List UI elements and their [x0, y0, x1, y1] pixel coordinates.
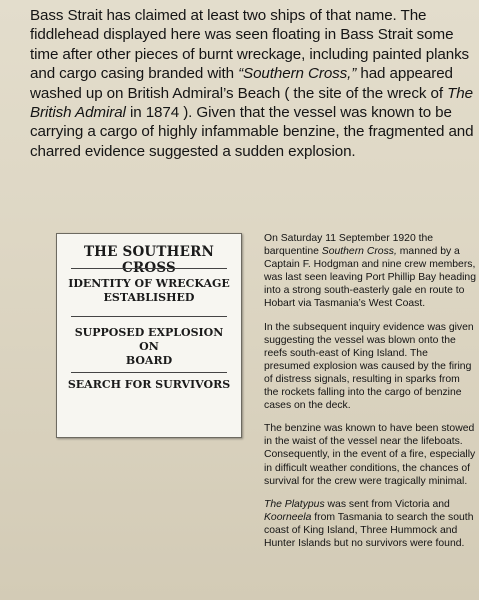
intro-ship-name: “Southern Cross,”	[238, 65, 357, 83]
clipping-headline-line: SEARCH FOR SURVIVORS	[67, 378, 231, 391]
clipping-divider	[71, 316, 227, 317]
intro-wreck-name: The British Admiral	[30, 84, 473, 122]
paragraph-segment: On Saturday 11 September 1920 the barquentine	[264, 233, 434, 258]
newspaper-clipping	[56, 233, 242, 438]
paragraph-segment: from Tasmania to search the south coast of King Island, Three Hummock and Hunter Islands but no survivors were found.	[264, 511, 474, 549]
clipping-title: THE SOUTHERN CROSS	[83, 244, 215, 276]
history-paragraph	[264, 498, 476, 550]
paragraph-segment: manned by a Captain F. Hodgman and nine crew members, was last seen leaving Port Phillip Bay heading into a strong south-easterly gale en route to Hobart via Tasmania’s West Coast.	[264, 246, 476, 310]
clipping-headline	[63, 277, 235, 305]
intro-text	[30, 6, 476, 161]
history-text-column	[264, 232, 476, 560]
ship-name: The Platypus	[264, 498, 325, 510]
ship-name: Koorneela	[264, 511, 312, 523]
history-paragraph: The benzine was known to have been stowed in the waist of the vessel near the lifeboats. Consequently, in the event of a fire, especially in difficult weather conditions, the chances of survival for the crew were tragically minimal.	[264, 423, 476, 487]
clipping-headline-line: SUPPOSED EXPLOSION ON	[74, 326, 224, 353]
intro-segment: in 1874 ). Given that the vessel was known to be carrying a cargo of highly infammable benzine, the fragmented and charred evidence suggested a sudden explosion.	[30, 104, 474, 160]
history-paragraph: In the subsequent inquiry evidence was given suggesting the vessel was blown onto the reefs south-east of King Island. The presumed explosion was caused by the firing of distress signals, resulting in sparks from the rockets falling into the cargo of benzine cases on the deck.	[264, 321, 474, 412]
clipping-headline-line: ESTABLISHED	[103, 291, 195, 304]
history-paragraph	[264, 232, 476, 311]
clipping-divider	[71, 268, 227, 269]
clipping-headline	[63, 378, 235, 392]
clipping-headline	[63, 326, 235, 368]
clipping-headline-line: IDENTITY OF WRECKAGE	[68, 277, 230, 290]
paragraph-segment: was sent from Victoria and	[324, 498, 450, 510]
clipping-headline-line: BOARD	[125, 354, 173, 367]
ship-name: Southern Cross,	[321, 246, 397, 258]
intro-segment: Bass Strait has claimed at least two ships of that name. The fiddlehead displayed here was seen floating in Bass Strait some time after other pieces of burnt wreckage, including painted planks and cargo casing branded with	[30, 7, 470, 83]
clipping-divider	[71, 372, 227, 373]
intro-segment: had appeared washed up on British Admiral’s Beach ( the site of the wreck of	[30, 65, 453, 102]
